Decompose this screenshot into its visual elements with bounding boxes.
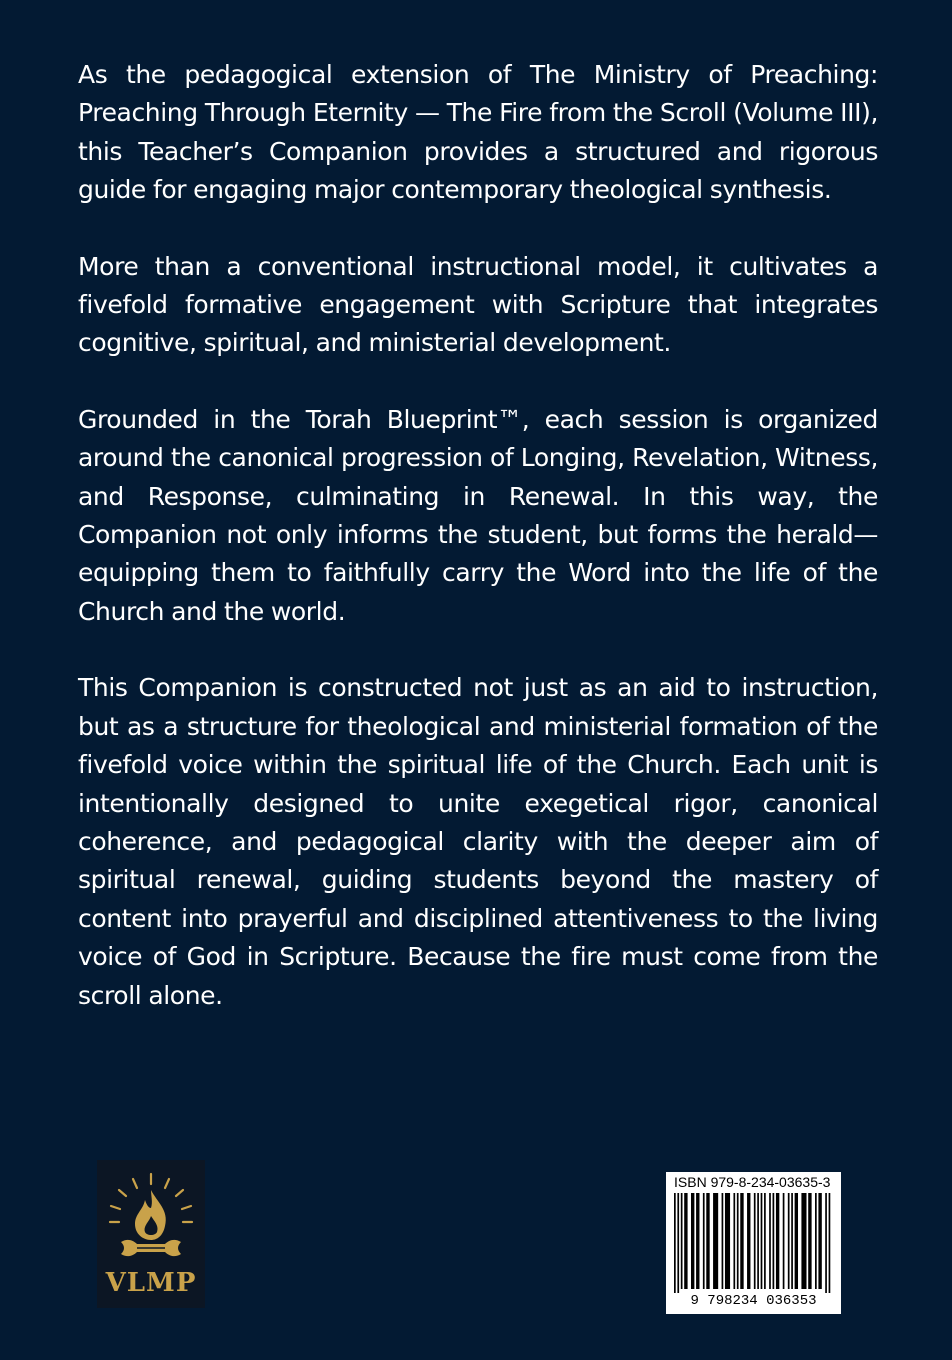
isbn-barcode [666, 1172, 841, 1314]
publisher-logo-text: VLMP [105, 1268, 197, 1298]
paragraph-torah-blueprint: Grounded in the Torah Blueprint™, each session is organized around the canonical progression of Longing, Revelation, Witness, and Response, culminating in Renewal. In this way, the Companion not only informs the student, but forms the herald—equipping them to faithfully carry the Word into the life of the Church and the world. [78, 404, 878, 626]
back-cover-text [78, 56, 878, 1053]
publisher-logo [97, 1160, 205, 1308]
barcode-icon [672, 1193, 835, 1293]
paragraph-fivefold: More than a conventional instructional model, it cultivates a fivefold formative engagement with Scripture that integrates cognitive, spiritual, and ministerial development. [78, 251, 878, 358]
flame-scroll-icon [97, 1160, 205, 1270]
paragraph-intro: As the pedagogical extension of The Ministry of Preaching: Preaching Through Eternity — The Fire from the Scroll (Volume III), this Teacher’s Companion provides a structured and rigorous guide for engaging major contemporary theological synthesis. [78, 60, 878, 205]
isbn-label: ISBN 979-8-234-03635-3 [674, 1174, 831, 1190]
paragraph-formation: This Companion is constructed not just as an aid to instruction, but as a structure for theological and ministerial formation of the fivefold voice within the spiritual life of the Church. Each unit is intentionally designed to unite exegetical rigor, canonical coherence, and pedagogical clarity with the deeper aim of spiritual renewal, guiding students beyond the mastery of content into prayerful and disciplined attentiveness to the living voice of God in Scripture. Because the fire must come from the scroll alone. [78, 673, 878, 1010]
barcode-digits: 9 798234 036353 [690, 1293, 817, 1309]
